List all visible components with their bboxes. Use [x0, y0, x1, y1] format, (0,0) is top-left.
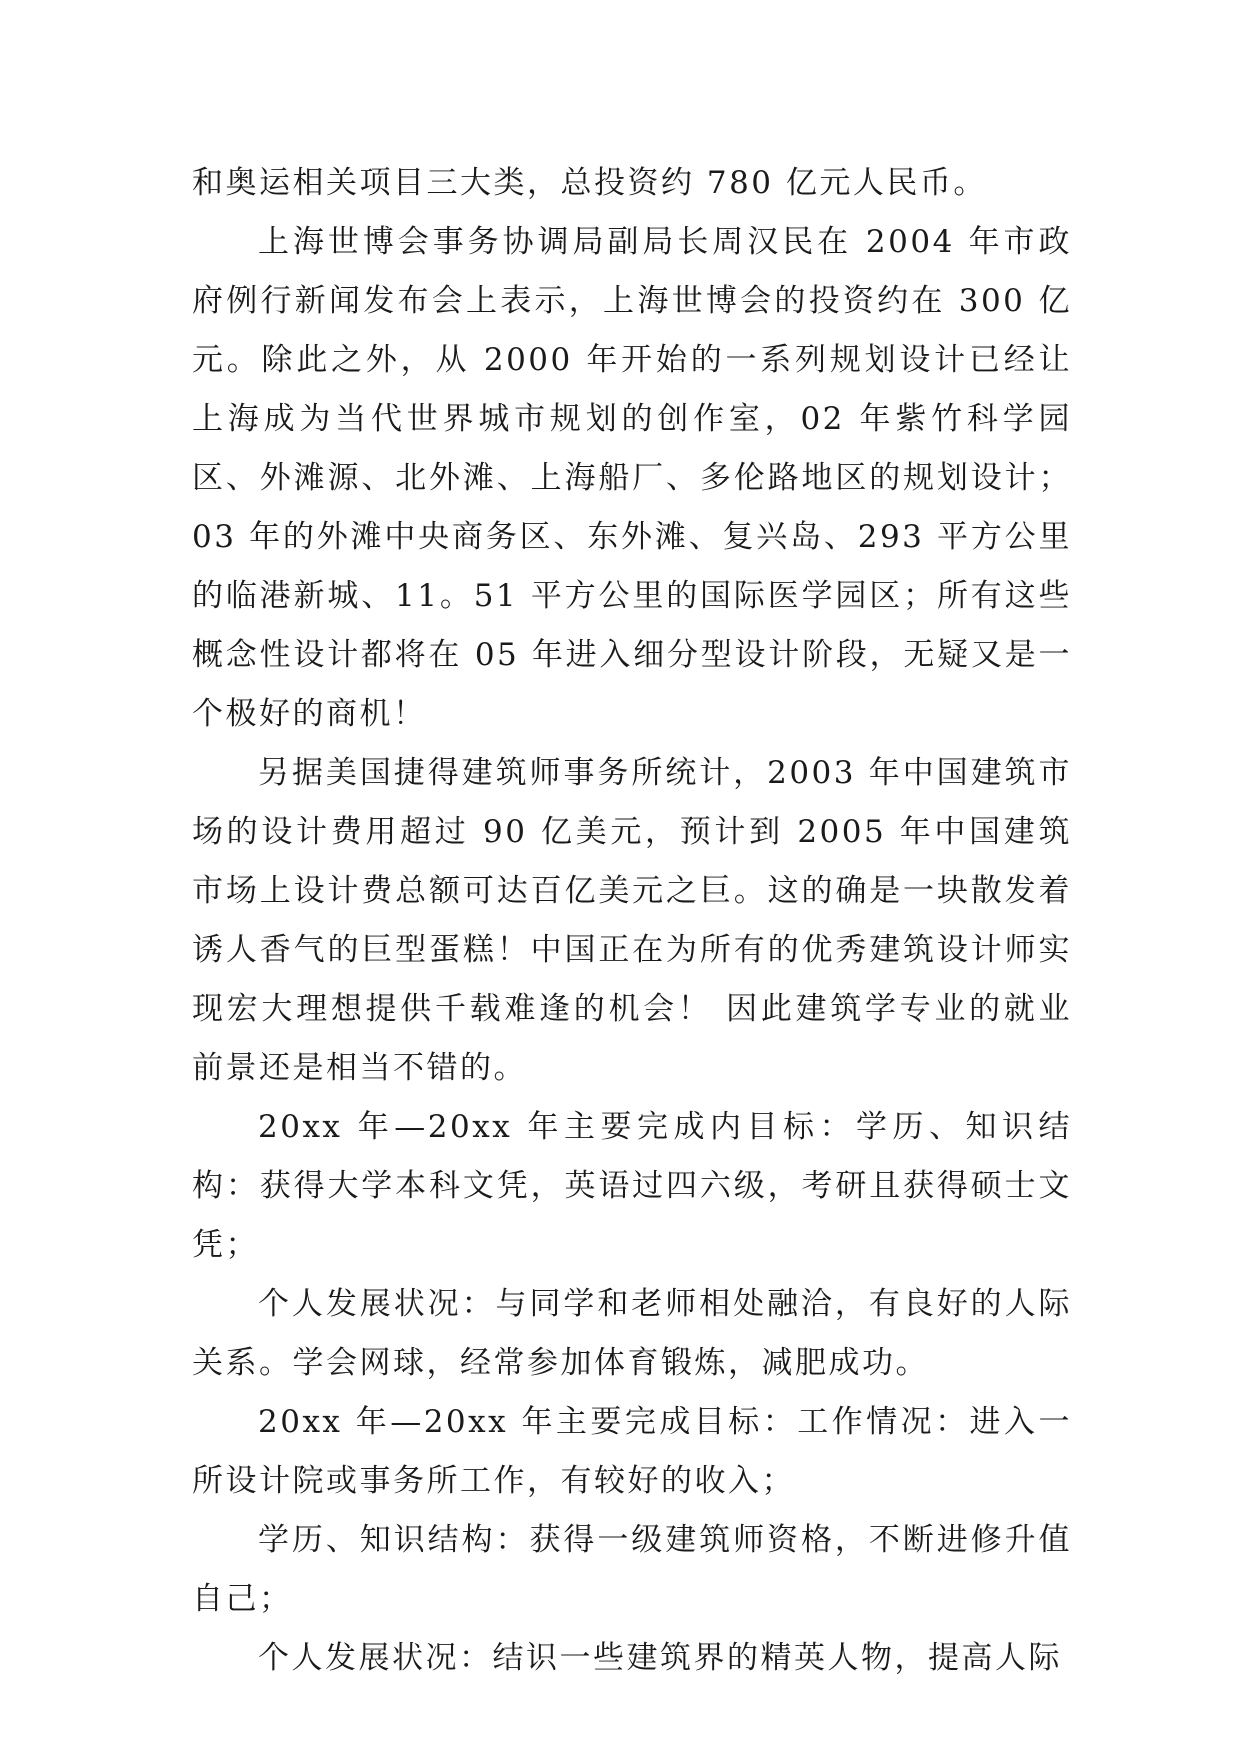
paragraph-8: 个人发展状况：结识一些建筑界的精英人物，提高人际: [258, 1640, 1062, 1676]
paragraph-7: 学历、知识结构：获得一级建筑师资格，不断进修升值自己；: [192, 1522, 1072, 1617]
paragraph-1: 和奥运相关项目三大类，总投资约 780 亿元人民币。: [192, 165, 987, 201]
paragraph-4: 20xx 年—20xx 年主要完成内目标：学历、知识结构：获得大学本科文凭，英语过四六级，考研且获得硕士文凭；: [192, 1109, 1072, 1263]
paragraph-2: 上海世博会事务协调局副局长周汉民在 2004 年市政府例行新闻发布会上表示，上海世博会的投资约在 300 亿元。除此之外，从 2000 年开始的一系列规划设计已经让上海成为当代世界城市规划的创作室，02 年紫竹科学园区、外滩源、北外滩、上海船厂、多伦路地区的规划设计；03 年的外滩中央商务区、东外滩、复兴岛、293 平方公里的临港新城、11。51 平方公里的国际医学园区；所有这些概念性设计都将在 05 年进入细分型设计阶段，无疑又是一个极好的商机！: [192, 224, 1072, 732]
document-body: [192, 154, 1072, 1688]
paragraph-6: 20xx 年—20xx 年主要完成目标：工作情况：进入一所设计院或事务所工作，有较好的收入；: [192, 1404, 1072, 1499]
paragraph-5: 个人发展状况：与同学和老师相处融洽，有良好的人际关系。学会网球，经常参加体育锻炼，减肥成功。: [192, 1286, 1072, 1381]
paragraph-3: 另据美国捷得建筑师事务所统计，2003 年中国建筑市场的设计费用超过 90 亿美元，预计到 2005 年中国建筑市场上设计费总额可达百亿美元之巨。这的确是一块散发着诱人香气的巨型蛋糕！中国正在为所有的优秀建筑设计师实现宏大理想提供千载难逢的机会！ 因此建筑学专业的就业前景还是相当不错的。: [192, 755, 1072, 1086]
